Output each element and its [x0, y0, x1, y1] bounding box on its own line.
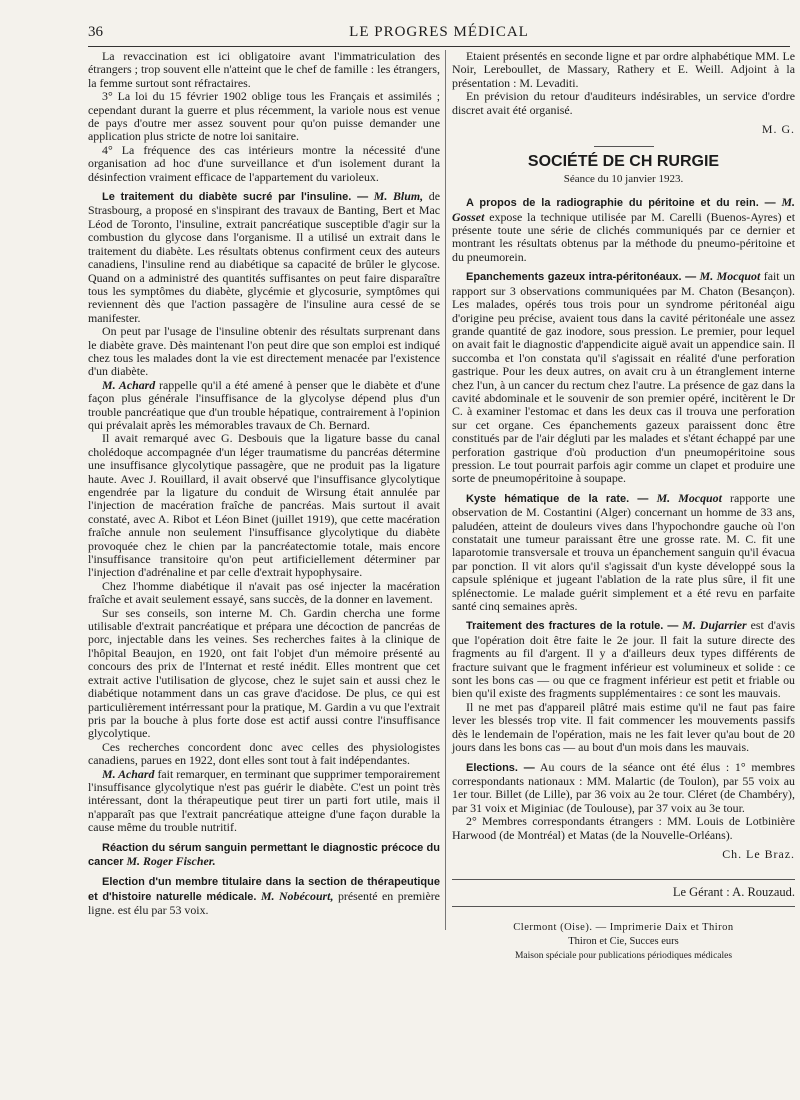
- paragraph-frequence: 4° La fréquence des cas intérieurs montre la nécessité d'une organisation ad hoc d'une surveillance et d'un isolement durant la désinfection vraiment efficace de l'appartement du varioleux.: [88, 142, 440, 184]
- column-divider: [445, 50, 446, 930]
- election-text: présenté en première ligne. est élu par 53 voix.: [88, 888, 440, 918]
- elections-text: Au cours de la séance ont été élus : 1° membres correspondants nationaux : MM. Malartic (de Toulon), par 55 voix au 1er tour. Billet (de Lille), par 36 voix au 2e tour. Cléret (de Chambéry), par 31 voix et Miginiac (de Toulouse), par 37 voix au 3e tour.: [452, 759, 795, 815]
- author-achard: M. Achard: [102, 377, 156, 392]
- author-gosset: M. Gosset: [452, 195, 795, 224]
- seance-date: Séance du 10 janvier 1923.: [563, 172, 684, 185]
- kyste-text: rapporte une observation de M. Costantini (Alger) concernant un homme de 33 ans, paludéen, atteint de douleurs vives dans l'hypochondre gauche où l'on constatait une tumeur paraissant être une grosse rate. M. C. fit une laparotomie transversale et trouva un épanchement sanguin qu'il évacua par ponction. Il vit alors qu'il s'agissait d'un kyste développé sous la capsule splénique et jugeant l'ablation de la rate plus sûre, il fit une splénectomie. Le malade guérit simplement et a été revu en parfaite santé cinq semaines après.: [452, 490, 795, 614]
- article-heading-kyste: Kyste hématique de la rate. —: [466, 492, 649, 505]
- author-fischer: M. Roger Fischer.: [126, 853, 216, 868]
- gerant-line: Le Gérant : A. Rouzaud.: [452, 879, 795, 906]
- article-heading-reaction: Réaction du sérum sanguin permettant le diagnostic précoce du cancer: [88, 841, 440, 868]
- printer-line-1: Clermont (Oise). — Imprimerie Daix et Thiron: [513, 921, 734, 933]
- article-heading-election: Election d'un membre titulaire dans la section de thérapeutique et d'histoire naturelle médicale.: [88, 876, 440, 903]
- paragraph-elections-2: 2° Membres correspondants étrangers : MM. Louis de Lotbinière Harwood (de Montréal) et Matas (de la Nouvelle-Orléans).: [452, 814, 795, 842]
- journal-title: LE PROGRES MÉDICAL: [349, 24, 529, 40]
- paragraph-revaccination: La revaccination est ici obligatoire avant l'immatriculation des étrangers ; trop souvent elle n'atteint que le chef de famille : les étrangers, la femme surtout sont réfractaires.: [88, 49, 440, 90]
- paragraph-presentes: Etaient présentés en seconde ligne et par ordre alphabétique MM. Le Noir, Lereboullet, de Massary, Rathery et E. Weill. Adjoint à la présentation : M. Levaditi.: [452, 49, 795, 90]
- article-heading-diabete: Le traitement du diabète sucré par l'insuline. —: [102, 191, 369, 204]
- article-epanchements: [452, 270, 795, 486]
- article-heading-fractures: Traitement des fractures de la rotule. —: [466, 620, 679, 633]
- article-elections: [452, 761, 795, 816]
- article-heading-radiographie: A propos de la radiographie du péritoine et du rein. —: [466, 197, 776, 210]
- author-dujarrier: M. Dujarrier: [682, 618, 747, 633]
- right-column: [452, 50, 795, 963]
- paragraph-prevision: En prévision du retour d'auditeurs indésirables, un service d'ordre discret avait été organisé.: [452, 89, 795, 117]
- article-body-diabete: de Strasbourg, a proposé en s'inspirant des travaux de Banting, Bert et Mac Léod de Toronto, l'insuline, extrait pancréatique susceptible d'agir sur la combustion du glycose dans l'organisme. Il a utilisé un extrait dans le traitement du diabète. Les résultats obtenus confirment ceux des auteurs canadiens, l'insuline rend au diabétique sa capacité de brûler le glycose. Quand on a administré des quantités suffisantes on peut faire disparaître tous les symptômes du diabète, glycémie et glycosurie, symptômes qui reviennent dès que l'action passagère de l'insuline aura cessé de se manifester.: [88, 189, 440, 325]
- achard-conclusion-text: fait remarquer, en terminant que supprimer temporairement l'insuffisance glycolytique n'est pas guérir le diabète. C'est un point très intéressant, dont la thérapeutique peut tirer un parti fort utile, mais il n'apparaît pas que l'extrait pancréatique atteigne d'une façon durable la cause même du trouble nutritif.: [88, 766, 440, 835]
- printer-line-3: Maison spéciale pour publications périodiques médicales: [514, 950, 733, 961]
- paragraph-fractures-2: Il ne met pas d'appareil plâtré mais estime qu'il ne faut pas faire lever les blessés trop vite. Il fait commencer les mouvements passifs dès le lendemain de l'opération, mais ne les fait lever qu'au bout de 20 jours dans les bons cas — au bout d'un mois dans les mauvais.: [452, 699, 795, 755]
- paragraph-achard-conclusion: [88, 768, 440, 835]
- article-fractures: [452, 619, 795, 700]
- author-mocquot-2: M. Mocquot: [656, 490, 722, 505]
- signature-le-braz: Ch. Le Braz.: [722, 846, 795, 861]
- society-title: SOCIÉTÉ DE CH RURGIE: [527, 153, 720, 171]
- printer-imprint: [452, 921, 795, 963]
- author-nobecourt: M. Nobécourt,: [260, 888, 334, 903]
- paragraph-homme-diabetique: Chez l'homme diabétique il n'avait pas osé injecter la macération fraîche et avait seulement essayé, sans succès, de la donner en lavement.: [88, 578, 440, 607]
- paragraph-usage-insuline: On peut par l'usage de l'insuline obtenir des résultats surprenant dans le diabète grave. Dès maintenant l'on peut dire que son emploi est indiqué chez tous les malades dont la vie est directement menacée par l'existence d'un diabète.: [88, 324, 440, 379]
- radio-text: expose la technique utilisée par M. Carelli (Buenos-Ayres) et présente toute une série de clichés communiqués par ce dernier et montrant les résultats obtenus par la méthode du pneumo-péritoine et du pneumorein.: [452, 209, 795, 264]
- page-number: 36: [88, 24, 103, 40]
- printer-line-2: Thiron et Cie, Succes eurs: [568, 935, 679, 947]
- paragraph-desbouis: Il avait remarqué avec G. Desbouis que la ligature basse du canal cholédoque accompagnée d'un léger traumatisme du pancréas détermine une insuffisance glycolytique passagère, que ne produit pas la ligature haute. Avec J. Rouillard, il avait observé que l'insuffisance glycolytique engendrée par la ligature du conduit de Wirsung était annulée par l'injection de macération fraîche de pancréas. Mais surtout il avait constaté, avec A. Ribot et Léon Binet (juillet 1919), que cette macération fraîche annule non seulement l'insuffisance glycolytique du diabète provoquée chez le chien par la pancréatectomie totale, mais encore l'insuffisance transitoire qu'on peut artificiellement déterminer par l'injection d'adrénaline et par celle d'extrait hypophysaire.: [88, 431, 440, 580]
- article-radiographie: [452, 196, 795, 264]
- paragraph-achard: [88, 379, 440, 433]
- left-column: [88, 50, 440, 918]
- epanch-text: fait un rapport sur 3 observations communiquées par M. Chaton (Besançon). Les malades, opérés tous trois pour un syndrome péritonéal aigu d'origine peu précise, avaient tous dans la cavité péritonéale une assez grande quantité de gaz inodore, sous pression. Le premier, pour lequel on avait fait le diagnostic d'appendicite aiguë avait un appendice sain. Il succomba et l'on constata qu'il s'agissait en réalité d'une perforation gastrique. Pour les deux autres, on avait cru à un étranglement interne chez l'un, à un cancer du rectum chez l'autre. La présence de gaz dans la cavité abdominale et le souvenir de son premier opéré, incitèrent le Dr C. à examiner l'estomac et dans les deux cas il trouva une perforation sur cet organe. Ces épanchements gazeux paraissent donc être constitués par de l'air dégluti par les malades et s'étant échappé par une perforation gastrique d'où production d'un pneumopéritoine sous pression. Le tout pourrait parfois agir comme un clapet et produire une sorte de pneumopéritoine à soupape.: [452, 269, 795, 486]
- article-heading-elections: Elections. —: [466, 761, 535, 774]
- article-reaction-serum: [88, 841, 440, 870]
- achard-text: rappelle qu'il a été amené à penser que le diabète et d'une façon plus générale l'insuffisance de la glycolyse dépend plus d'un trouble pancréatique que d'un trouble hépatique, contrairement à l'opinion qui prévalait après les mémorables travaux de Ch. Bernard.: [88, 377, 440, 432]
- section-divider: [594, 146, 654, 147]
- article-kyste: [452, 492, 795, 614]
- paragraph-recherches: Ces recherches concordent donc avec celles des physiologistes canadiens, parues en 1922, dont elles sont tout à fait indépendantes.: [88, 739, 440, 768]
- paragraph-loi-1902: 3° La loi du 15 février 1902 oblige tous les Français et assimilés ; cependant durant la guerre et plus récemment, la variole nous est venue de pays d'outre mer assez souvent pour qu'on puisse demander une application plus stricte de notre loi sanitaire.: [88, 89, 440, 144]
- article-diabete: [88, 190, 440, 325]
- article-heading-epanchements: Epanchements gazeux intra-péritonéaux. —: [466, 271, 697, 284]
- author-achard-2: M. Achard: [102, 766, 155, 781]
- fract-text: est d'avis que l'opération doit être faite le 2e jour. Il fait la suture directe des fragments au fil d'argent. Il y a d'ailleurs deux types différents de fracture suivant que le fragment inférieur est volumineux et solide : ce sont les bons cas — ou que ce fragment inférieur est petit et friable ou bien qu'il existe des fragments supplémentaires : ce sont les mauvais.: [452, 618, 795, 701]
- author-blum: M. Blum,: [373, 189, 424, 204]
- paragraph-gardin: Sur ses conseils, son interne M. Ch. Gardin chercha une forme utilisable d'extrait pancréatique et prépara une décoction de pancréas de porc, injectable dans les veines. Ses recherches faites à la clinique de l'hôpital Beaujon, en 1920, ont fait l'objet d'un mémoire présenté au concours des prix de l'Internat et resté inédit. Elles montrent que cet extrait active l'utilisation de glycose, chez le sujet sain et aussi chez le diabétique notamment dans un cas grave d'acidose. De plus, ce qui est particulièrement intérressant pour la pratique, M. Gardin a vu que l'extrait pris par la bouche à plus forte dose est actif aussi contre l'insuffisance glycolytique.: [88, 605, 440, 741]
- page-header: [88, 22, 790, 47]
- signature-mg: M. G.: [761, 122, 795, 137]
- author-mocquot: M. Mocquot: [699, 269, 761, 284]
- article-election: [88, 875, 440, 917]
